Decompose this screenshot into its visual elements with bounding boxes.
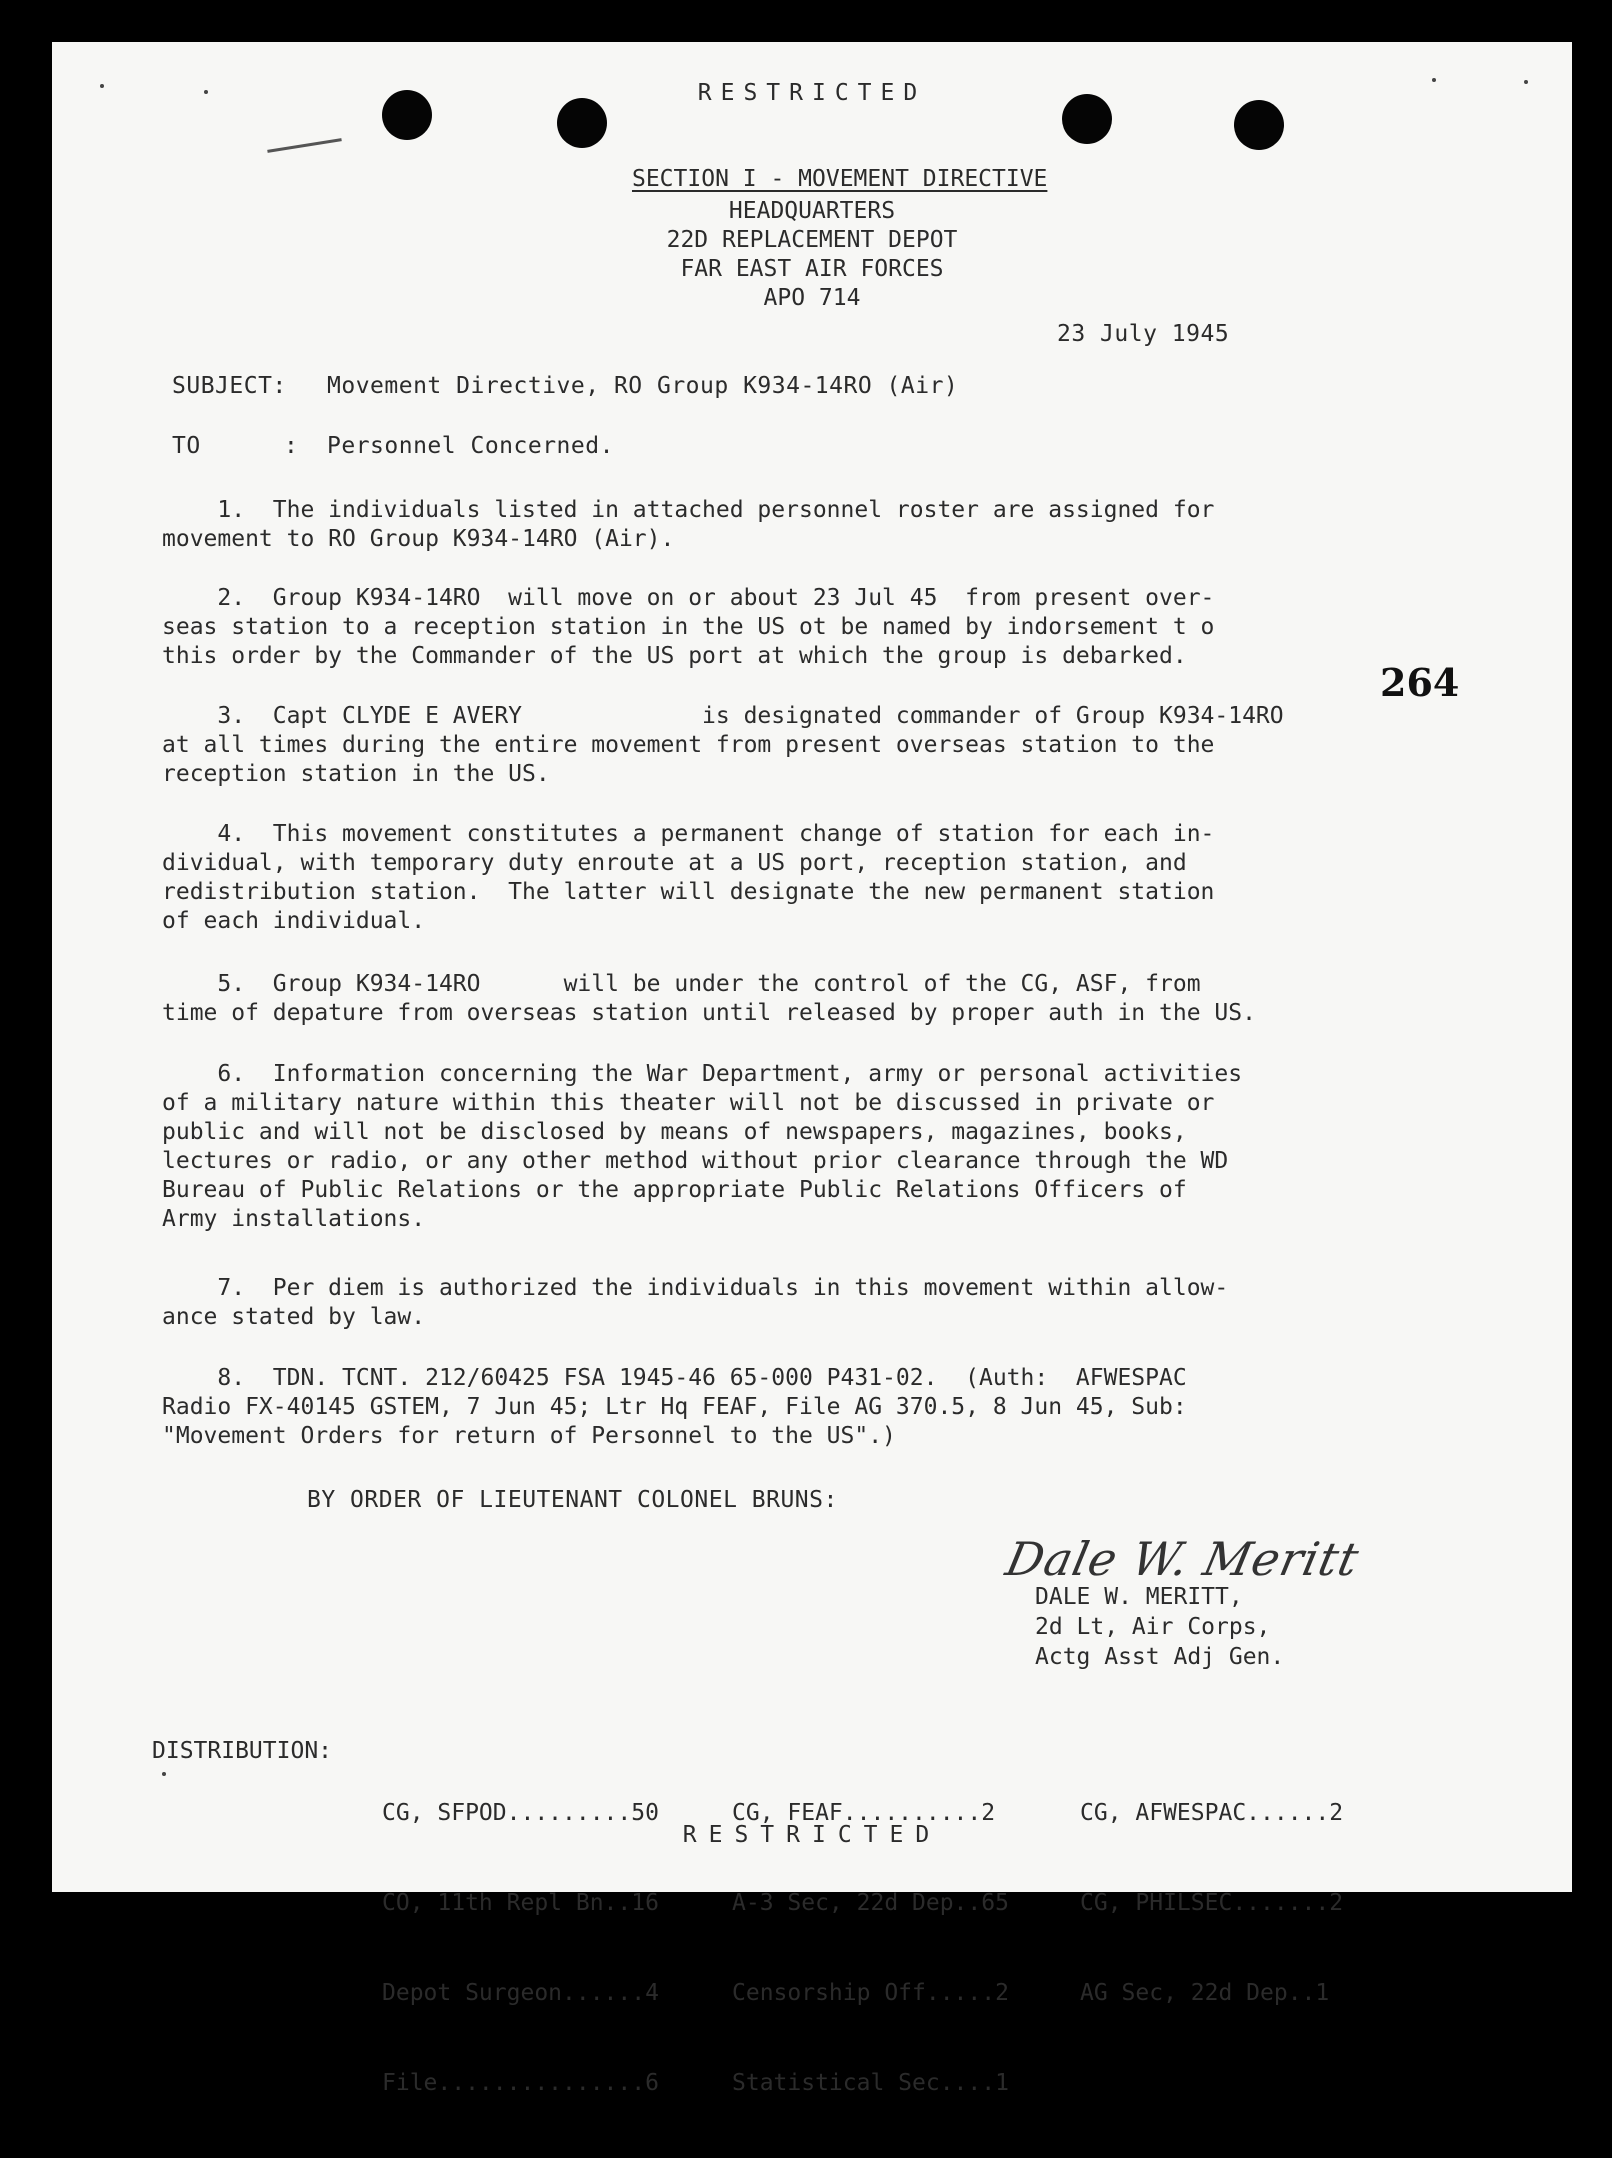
distribution-column-1 (382, 1738, 659, 2158)
org-line-apo: APO 714 (763, 285, 861, 311)
distribution-entry: AG Sec, 22d Dep..1 (1080, 1980, 1330, 2006)
to-label: TO (172, 433, 201, 459)
paragraph-2: 2. Group K934-14RO will move on or about 23 Jul 45 from present over- seas station to a reception station in the US ot be named by indorsement t o this order by the Commander of the US port at which the group is debarked. (162, 585, 1215, 669)
signer-title: Actg Asst Adj Gen. (1035, 1644, 1285, 1670)
by-order-line: BY ORDER OF LIEUTENANT COLONEL BRUNS: (307, 1487, 838, 1513)
org-line-headquarters: HEADQUARTERS (728, 198, 896, 224)
section-title-text: SECTION I - MOVEMENT DIRECTIVE (631, 166, 1048, 192)
subject-text: Movement Directive, RO Group K934-14RO (Air) (327, 373, 959, 399)
distribution-entry: CG, PHILSEC.......2 (1080, 1890, 1344, 1916)
signer-name: DALE W. MERITT, (1035, 1584, 1243, 1610)
distribution-entry: CG, SFPOD.........50 (382, 1800, 659, 1826)
distribution-entry: CG, AFWESPAC......2 (1080, 1800, 1344, 1826)
org-line-air-forces: FAR EAST AIR FORCES (680, 256, 944, 282)
signature-block (1035, 1582, 1284, 1672)
classification-top: RESTRICTED (697, 80, 927, 106)
distribution-entry: A-3 Sec, 22d Dep..65 (732, 1890, 1009, 1916)
org-line-depot: 22D REPLACEMENT DEPOT (666, 227, 958, 253)
distribution-entry: CO, 11th Repl Bn..16 (382, 1890, 659, 1916)
paragraph-8: 8. TDN. TCNT. 212/60425 FSA 1945-46 65-000 P431-02. (Auth: AFWESPAC Radio FX-40145 GSTEM, 7 Jun 45; Ltr Hq FEAF, File AG 370.5, 8 Jun 45, Sub: "Movement Orders for return of Personnel to the US".) (162, 1365, 1187, 1449)
distribution-entry: Depot Surgeon......4 (382, 1980, 659, 2006)
paragraph-5: 5. Group K934-14RO will be under the control of the CG, ASF, from time of depature from overseas station until released by proper auth in the US. (162, 971, 1256, 1026)
subject-label: SUBJECT: (172, 373, 287, 399)
distribution-entry: Censorship Off.....2 (732, 1980, 1009, 2006)
document-page (52, 42, 1572, 2096)
classification-bottom: RESTRICTED (682, 1822, 942, 1848)
handwritten-signature: Dale W. Meritt (1001, 1532, 1365, 1586)
speck-mark (162, 1772, 166, 1776)
to-colon: : (284, 433, 299, 459)
document-date: 23 July 1945 (1057, 321, 1230, 347)
distribution-column-3 (1080, 1738, 1343, 2068)
paragraph-7: 7. Per diem is authorized the individuals in this movement within allow- ance stated by law. (162, 1275, 1229, 1330)
distribution-entry: CG, FEAF..........2 (732, 1800, 996, 1826)
distribution-entry: Statistical Sec....1 (732, 2070, 1009, 2096)
paragraph-6: 6. Information concerning the War Department, army or personal activities of a military nature within this theater will not be discussed in private or public and will not be disclosed by means of newspapers, magazines, books, lectures or radio, or any other method without prior clearance through the WD Bureau of Public Relations or the appropriate Public Relations Officers of Army installations. (162, 1061, 1243, 1232)
distribution-label: DISTRIBUTION: (152, 1738, 333, 1764)
paragraph-4: 4. This movement constitutes a permanent change of station for each in- dividual, with temporary duty enroute at a US port, reception station, and redistribution station. The latter will designate the new permanent station of each individual. (162, 821, 1215, 934)
signer-rank: 2d Lt, Air Corps, (1035, 1614, 1271, 1640)
paragraph-3: 3. Capt CLYDE E AVERY is designated commander of Group K934-14RO at all times during the entire movement from present overseas station to the reception station in the US. (162, 703, 1284, 787)
page-number: 264 (1380, 660, 1460, 705)
to-text: Personnel Concerned. (327, 433, 614, 459)
distribution-entry: File...............6 (382, 2070, 659, 2096)
distribution-column-2 (732, 1738, 1009, 2158)
paragraph-1: 1. The individuals listed in attached personnel roster are assigned for movement to RO Group K934-14RO (Air). (162, 497, 1215, 552)
